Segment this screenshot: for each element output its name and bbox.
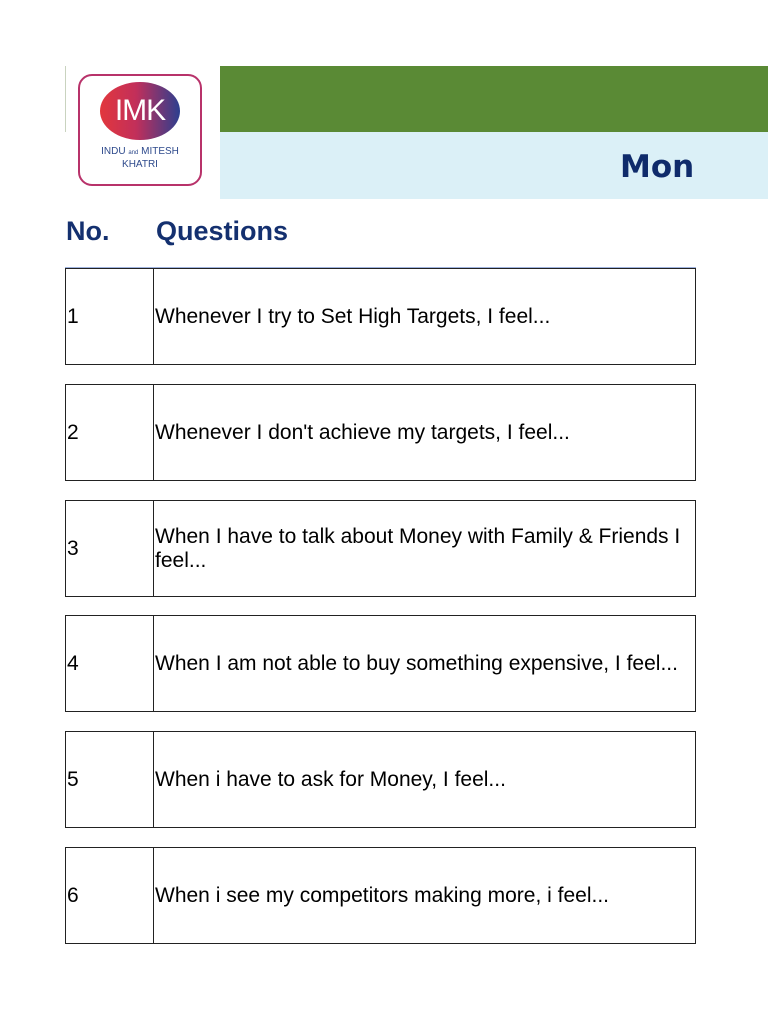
- table-row: [65, 268, 696, 365]
- logo-name-mitesh: MITESH: [141, 146, 179, 157]
- row-question: When I am not able to buy something expensive, I feel...: [155, 651, 678, 675]
- table-row: [65, 500, 696, 597]
- row-number: 1: [66, 269, 154, 364]
- column-header-questions: Questions: [156, 216, 289, 246]
- column-header-number: No.: [66, 216, 110, 246]
- logo-monogram: IMK: [100, 82, 180, 140]
- logo-name-indu: INDU: [101, 146, 126, 157]
- row-question: Whenever I don't achieve my targets, I feel...: [155, 420, 570, 444]
- table-row: [65, 384, 696, 481]
- row-number: 6: [66, 848, 154, 943]
- row-question: When i see my competitors making more, i feel...: [155, 883, 609, 907]
- logo-name-and: and: [128, 150, 139, 156]
- row-question: When I have to talk about Money with Family & Friends I feel...: [155, 524, 681, 572]
- logo-name-khatri: KHATRI: [122, 159, 158, 170]
- page-title: Mon: [620, 149, 695, 185]
- logo-name: [80, 146, 200, 171]
- table-row: [65, 847, 696, 944]
- row-question: Whenever I try to Set High Targets, I feel...: [155, 304, 551, 328]
- row-number: 4: [66, 616, 154, 711]
- logo-divider: [65, 66, 66, 132]
- table-row: [65, 615, 696, 712]
- header-band: [220, 66, 768, 132]
- logo: [65, 66, 220, 199]
- table-row: [65, 731, 696, 828]
- logo-frame: [78, 74, 202, 186]
- row-number: 5: [66, 732, 154, 827]
- row-question: When i have to ask for Money, I feel...: [155, 767, 506, 791]
- row-number: 3: [66, 501, 154, 596]
- row-number: 2: [66, 385, 154, 480]
